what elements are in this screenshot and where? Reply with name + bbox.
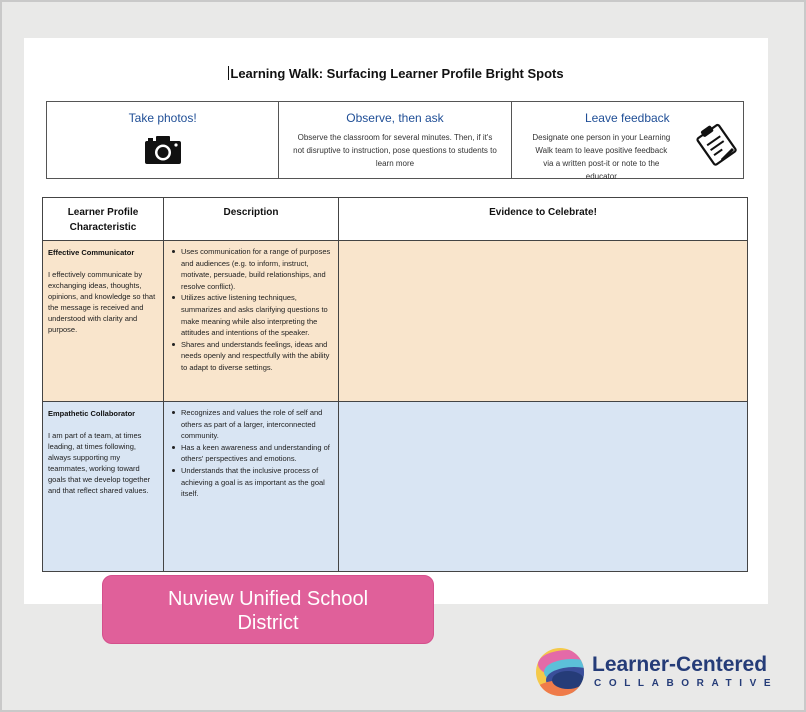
description-cell (164, 241, 339, 402)
characteristic-title: Empathetic Collaborator (48, 409, 136, 418)
step-title: Take photos! (128, 111, 197, 125)
district-name-line1: Nuview Unified School (167, 588, 369, 610)
step-observe-then-ask (278, 102, 510, 178)
clipboard-icon (695, 122, 737, 166)
table-header-row (43, 198, 748, 241)
step-leave-feedback (511, 102, 743, 181)
logo-name: Learner-Centered (592, 653, 768, 676)
description-bullet: Utilizes active listening techniques, summarizes and asks clarifying questions to make meaning while also interpreting the attitudes and intentions of the speaker. (170, 292, 334, 338)
description-bullet: Uses communication for a range of purposes and audiences (e.g. to inform, instruct, motivate, persuade, build relationships, and resolve conflict). (170, 246, 334, 292)
steps-box (46, 101, 744, 179)
description-cell (164, 402, 339, 572)
header-description: Description (164, 198, 339, 241)
district-name-line2: District (237, 612, 299, 634)
camera-icon (144, 135, 182, 165)
characteristic-statement: I am part of a team, at times leading, at times following, always supporting my teammates, working toward goals that we develop together and that reflect shared values. (48, 431, 151, 495)
evidence-cell[interactable] (339, 402, 748, 572)
description-bullet: Has a keen awareness and understanding of others' perspectives and emotions. (170, 442, 334, 465)
step-title: Observe, then ask (346, 111, 444, 125)
header-characteristic: Learner Profile Characteristic (43, 198, 164, 241)
evidence-cell[interactable] (339, 241, 748, 402)
logo-subtitle: COLLABORATIVE (594, 678, 779, 689)
step-take-photos (47, 102, 278, 178)
description-bullet: Shares and understands feelings, ideas and needs openly and respectfully with the ability to adapt to diverse settings. (170, 339, 334, 374)
collaborative-logo-mark (534, 646, 586, 698)
description-list (170, 407, 334, 500)
description-bullet: Understands that the inclusive process of achieving a goal is as important as the goal itself. (170, 465, 334, 500)
document-title: Learning Walk: Surfacing Learner Profile Bright Spots (230, 66, 564, 81)
characteristic-cell (43, 241, 164, 402)
description-list (170, 246, 334, 374)
step-title: Leave feedback (584, 111, 670, 125)
characteristic-title: Effective Communicator (48, 248, 135, 257)
step-text: Observe the classroom for several minutes. Then, if it's not disruptive to instruction, pose questions to students to learn more (293, 133, 497, 168)
table-row-effective-communicator (43, 241, 748, 402)
characteristic-statement: I effectively communicate by exchanging ideas, thoughts, opinions, and knowledge so that the message is received and understood with clarity and purpose. (48, 270, 156, 334)
document-page (24, 38, 768, 604)
header-evidence: Evidence to Celebrate! (339, 198, 748, 241)
table-row-empathetic-collaborator (43, 402, 748, 572)
characteristic-cell (43, 402, 164, 572)
step-text: Designate one person in your Learning Walk team to leave positive feedback via a written post-it or note to the educator (532, 133, 671, 181)
description-bullet: Recognizes and values the role of self and others as part of a larger, interconnected community. (170, 407, 334, 442)
district-banner (102, 575, 434, 644)
learner-profile-table (42, 197, 748, 572)
learner-centered-logo (534, 646, 794, 698)
